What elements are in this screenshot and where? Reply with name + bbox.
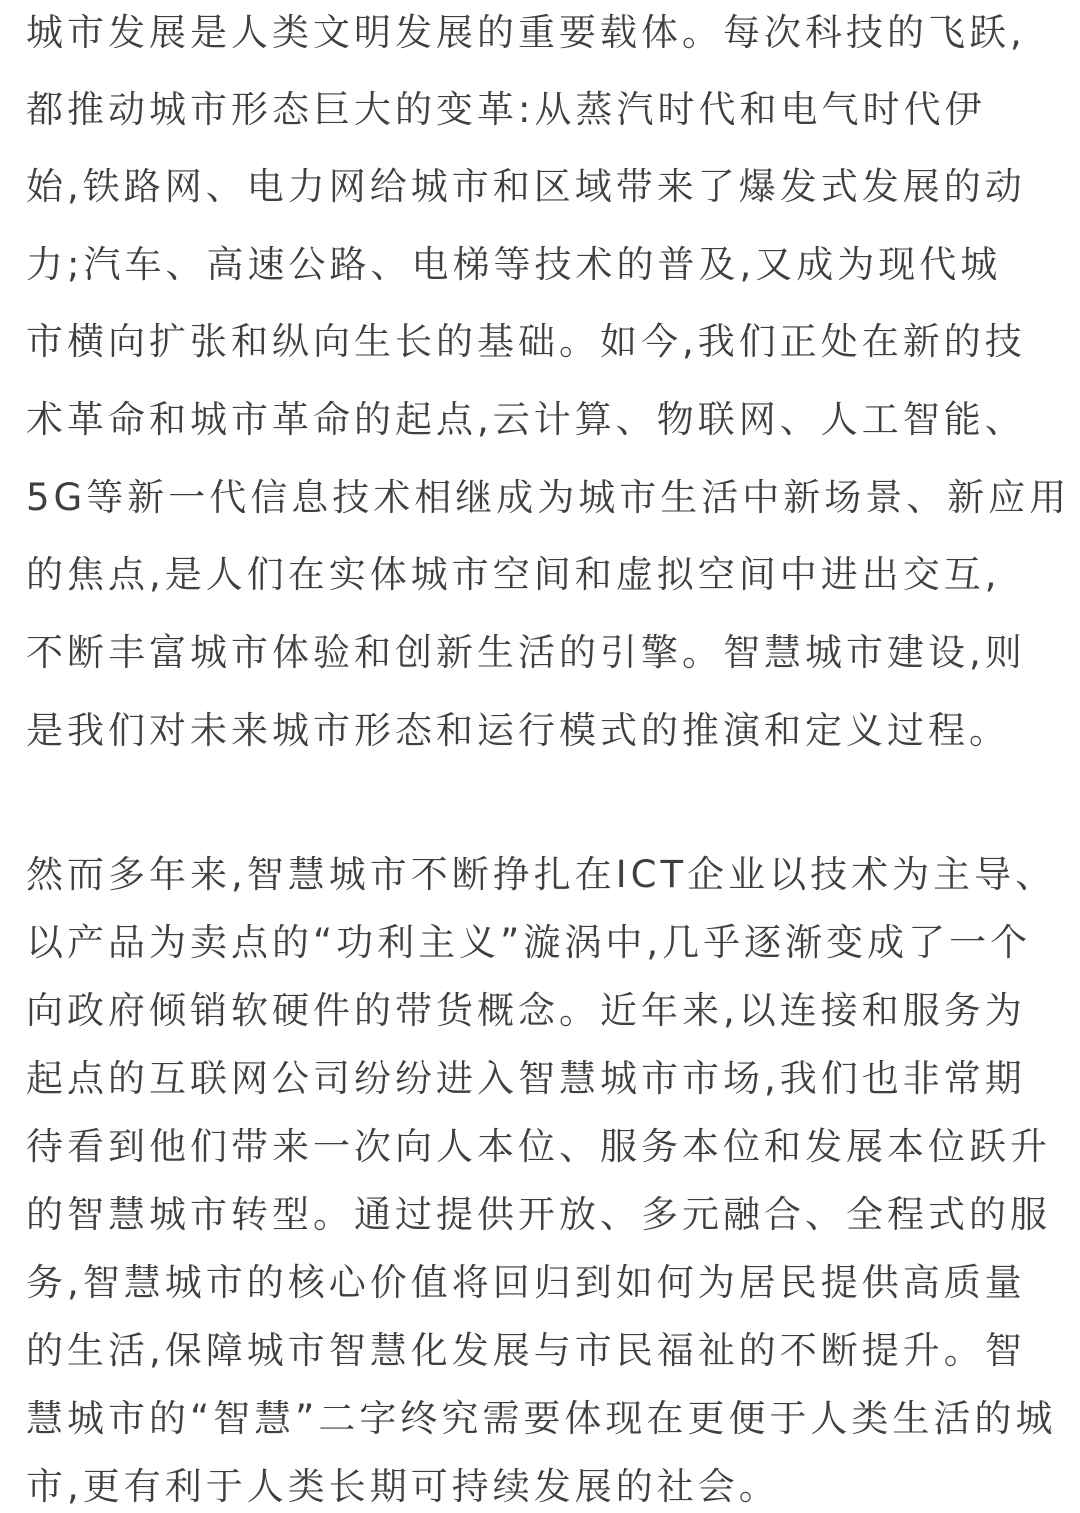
- text-line: 以产品为卖点的“功利主义”漩涡中,几乎逐渐变成了一个: [26, 921, 1032, 964]
- text-line: 务,智慧城市的核心价值将回归到如何为居民提供高质量: [26, 1261, 1026, 1304]
- text-line: 然而多年来,智慧城市不断挣扎在ICT企业以技术为主导、: [26, 853, 1057, 896]
- text-line: 起点的互联网公司纷纷进入智慧城市市场,我们也非常期: [26, 1057, 1026, 1100]
- text-line: 都推动城市形态巨大的变革:从蒸汽时代和电气时代伊: [26, 88, 986, 131]
- text-line: 术革命和城市革命的起点,云计算、物联网、人工智能、: [26, 398, 1026, 441]
- text-line: 城市发展是人类文明发展的重要载体。每次科技的飞跃,: [26, 11, 1026, 54]
- text-line: 5G等新一代信息技术相继成为城市生活中新场景、新应用: [26, 476, 1071, 519]
- text-line: 始,铁路网、电力网给城市和区域带来了爆发式发展的动: [26, 165, 1026, 208]
- text-line: 的智慧城市转型。通过提供开放、多元融合、全程式的服: [26, 1193, 1051, 1236]
- text-line: 的焦点,是人们在实体城市空间和虚拟空间中进出交互,: [26, 553, 1001, 596]
- text-line: 不断丰富城市体验和创新生活的引擎。智慧城市建设,则: [26, 631, 1026, 674]
- text-line: 是我们对未来城市形态和运行模式的推演和定义过程。: [26, 709, 1010, 752]
- text-line: 待看到他们带来一次向人本位、服务本位和发展本位跃升: [26, 1125, 1051, 1168]
- text-line: 力;汽车、高速公路、电梯等技术的普及,又成为现代城: [26, 243, 1002, 286]
- text-line: 向政府倾销软硬件的带货概念。近年来,以连接和服务为: [26, 989, 1026, 1032]
- text-line: 市横向扩张和纵向生长的基础。如今,我们正处在新的技: [26, 320, 1026, 363]
- text-line: 慧城市的“智慧”二字终究需要体现在更便于人类生活的城: [26, 1397, 1057, 1440]
- text-line: 市,更有利于人类长期可持续发展的社会。: [26, 1465, 780, 1508]
- text-line: 的生活,保障城市智慧化发展与市民福祉的不断提升。智: [26, 1329, 1026, 1372]
